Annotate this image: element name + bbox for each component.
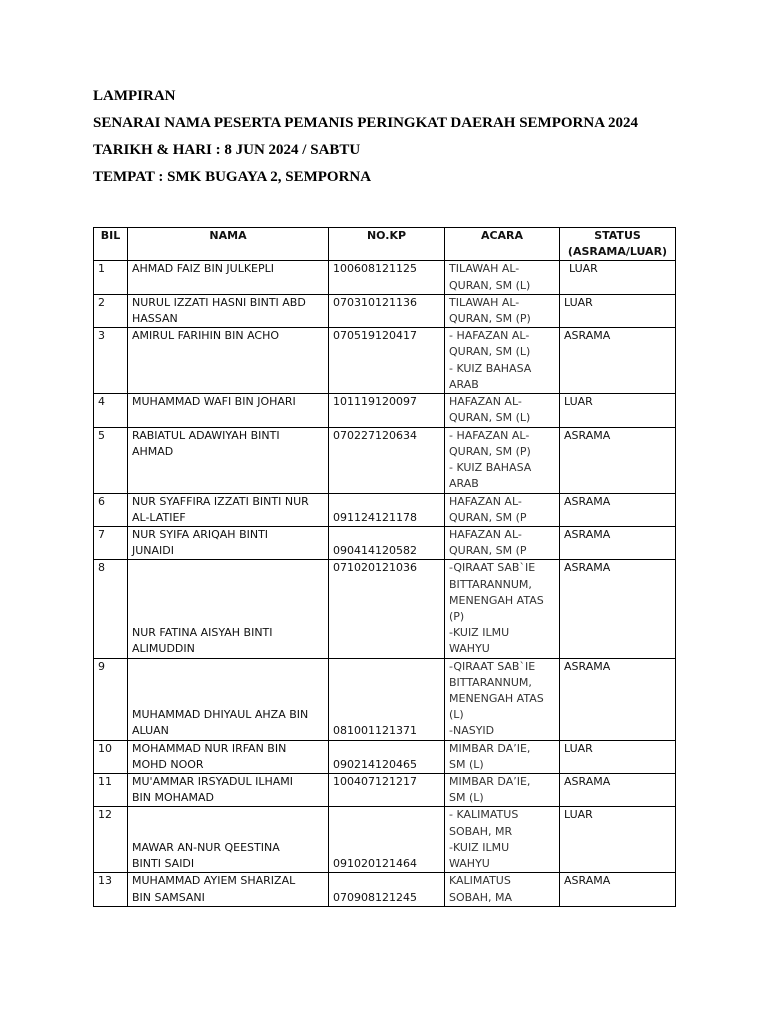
acara-line: ARAB: [449, 477, 479, 491]
cell-acara: [445, 807, 560, 873]
nama-line: MOHAMMAD NUR IRFAN BIN: [132, 741, 287, 755]
document-heading: [93, 85, 638, 193]
table-row: [94, 427, 676, 493]
cell-nama: [128, 261, 329, 294]
heading-date: TARIKH & HARI : 8 JUN 2024 / SABTU: [93, 142, 361, 158]
acara-line: SM (L): [449, 757, 484, 771]
cell-nama: [128, 294, 329, 327]
acara-line: MENENGAH ATAS: [449, 692, 544, 706]
cell-acara: [445, 328, 560, 394]
nama-line: MOHD NOOR: [132, 757, 204, 771]
cell-nama: [128, 493, 329, 526]
cell-status: LUAR: [560, 807, 676, 873]
acara-line: MENENGAH ATAS: [449, 593, 544, 607]
cell-bil: 6: [94, 493, 128, 526]
cell-bil: 4: [94, 394, 128, 427]
cell-bil: 1: [94, 261, 128, 294]
cell-acara: [445, 873, 560, 906]
nama-line: MU'AMMAR IRSYADUL ILHAMI: [132, 775, 294, 789]
nama-line: HASSAN: [132, 312, 178, 326]
acara-line: MIMBAR DA’IE,: [449, 741, 531, 755]
acara-line: TILAWAH AL-: [449, 295, 520, 309]
acara-line: -QIRAAT SAB`IE: [449, 561, 536, 575]
nama-line: BINTI SAIDI: [132, 857, 195, 871]
table-row: [94, 527, 676, 560]
acara-line: HAFAZAN AL-: [449, 528, 522, 542]
cell-status: ASRAMA: [560, 527, 676, 560]
cell-nama: [128, 328, 329, 394]
cell-nokp: 090414120582: [329, 527, 445, 560]
nama-line: MUHAMMAD WAFI BIN JOHARI: [132, 395, 296, 409]
acara-line: MIMBAR DA’IE,: [449, 775, 531, 789]
cell-acara: [445, 774, 560, 807]
nama-line: AMIRUL FARIHIN BIN ACHO: [132, 329, 280, 343]
acara-line: ARAB: [449, 377, 479, 391]
cell-status: ASRAMA: [560, 328, 676, 394]
cell-status: ASRAMA: [560, 873, 676, 906]
cell-nokp: 070908121245: [329, 873, 445, 906]
cell-acara: [445, 261, 560, 294]
acara-line: HAFAZAN AL-: [449, 395, 522, 409]
acara-line: QURAN, SM (P): [449, 312, 531, 326]
acara-line: QURAN, SM (L): [449, 411, 531, 425]
acara-line: BITTARANNUM,: [449, 577, 532, 591]
cell-nama: [128, 427, 329, 493]
nama-line: NUR FATINA AISYAH BINTI: [132, 626, 273, 640]
cell-nokp: 070519120417: [329, 328, 445, 394]
acara-line: WAHYU: [449, 642, 490, 656]
cell-nokp: 070310121136: [329, 294, 445, 327]
cell-acara: [445, 658, 560, 740]
cell-acara: [445, 740, 560, 773]
nama-line: ALUAN: [132, 724, 169, 738]
acara-line: TILAWAH AL-: [449, 262, 520, 276]
cell-status: ASRAMA: [560, 493, 676, 526]
cell-bil: 3: [94, 328, 128, 394]
cell-acara: [445, 493, 560, 526]
acara-line: QURAN, SM (P: [449, 510, 527, 524]
cell-nama: [128, 807, 329, 873]
heading-venue: TEMPAT : SMK BUGAYA 2, SEMPORNA: [93, 169, 372, 185]
acara-line: - KALIMATUS: [449, 808, 519, 822]
table-row: [94, 774, 676, 807]
nama-line: RABIATUL ADAWIYAH BINTI: [132, 428, 280, 442]
acara-line: SOBAH, MA: [449, 890, 512, 904]
acara-line: BITTARANNUM,: [449, 675, 532, 689]
cell-bil: 8: [94, 560, 128, 658]
cell-nama: [128, 658, 329, 740]
header-nokp: NO.KP: [329, 228, 445, 261]
cell-nokp: 100608121125: [329, 261, 445, 294]
table-row: [94, 294, 676, 327]
nama-line: JUNAIDI: [132, 544, 175, 558]
table-row: [94, 658, 676, 740]
acara-line: (P): [449, 610, 465, 624]
nama-line: AL-LATIEF: [132, 510, 186, 524]
cell-nokp: 071020121036: [329, 560, 445, 658]
nama-line: BIN SAMSANI: [132, 890, 205, 904]
table-row: [94, 493, 676, 526]
cell-acara: [445, 527, 560, 560]
acara-line: -NASYID: [449, 724, 495, 738]
cell-acara: [445, 427, 560, 493]
cell-nama: [128, 873, 329, 906]
cell-status: ASRAMA: [560, 658, 676, 740]
cell-bil: 12: [94, 807, 128, 873]
cell-bil: 11: [94, 774, 128, 807]
cell-nokp: 091020121464: [329, 807, 445, 873]
nama-line: MUHAMMAD DHIYAUL AHZA BIN: [132, 708, 309, 722]
table-row: [94, 740, 676, 773]
table-row: [94, 261, 676, 294]
acara-line: -KUIZ ILMU: [449, 840, 510, 854]
header-acara: ACARA: [445, 228, 560, 261]
cell-bil: 10: [94, 740, 128, 773]
acara-line: WAHYU: [449, 857, 490, 871]
cell-status: LUAR: [560, 294, 676, 327]
acara-line: - HAFAZAN AL-: [449, 329, 530, 343]
nama-line: AHMAD FAIZ BIN JULKEPLI: [132, 262, 275, 276]
cell-acara: [445, 560, 560, 658]
nama-line: AHMAD: [132, 444, 174, 458]
cell-status: ASRAMA: [560, 560, 676, 658]
acara-line: SM (L): [449, 791, 484, 805]
table-header-row: [94, 228, 676, 261]
acara-line: -KUIZ ILMU: [449, 626, 510, 640]
acara-line: SOBAH, MR: [449, 824, 513, 838]
cell-nama: [128, 560, 329, 658]
acara-line: HAFAZAN AL-: [449, 494, 522, 508]
cell-status: ASRAMA: [560, 427, 676, 493]
cell-acara: [445, 294, 560, 327]
cell-bil: 2: [94, 294, 128, 327]
cell-nokp: 091124121178: [329, 493, 445, 526]
cell-nama: [128, 394, 329, 427]
table-row: [94, 394, 676, 427]
header-status-line1: STATUS: [594, 229, 641, 242]
participant-table: [93, 227, 676, 907]
cell-nokp: 100407121217: [329, 774, 445, 807]
cell-bil: 5: [94, 427, 128, 493]
header-status-line2: (ASRAMA/LUAR): [567, 245, 668, 259]
header-bil: BIL: [94, 228, 128, 261]
nama-line: NURUL IZZATI HASNI BINTI ABD: [132, 295, 306, 309]
table-row: [94, 560, 676, 658]
nama-line: NUR SYIFA ARIQAH BINTI: [132, 528, 269, 542]
nama-line: MUHAMMAD AYIEM SHARIZAL: [132, 874, 296, 888]
acara-line: QURAN, SM (P): [449, 444, 531, 458]
acara-line: - HAFAZAN AL-: [449, 428, 530, 442]
acara-line: (L): [449, 708, 464, 722]
table-row: [94, 328, 676, 394]
heading-subtitle: SENARAI NAMA PESERTA PEMANIS PERINGKAT DAERAH SEMPORNA 2024: [93, 115, 638, 131]
cell-status: ASRAMA: [560, 774, 676, 807]
cell-bil: 13: [94, 873, 128, 906]
cell-nokp: 081001121371: [329, 658, 445, 740]
cell-nama: [128, 740, 329, 773]
cell-nokp: 070227120634: [329, 427, 445, 493]
cell-nama: [128, 527, 329, 560]
acara-line: KALIMATUS: [449, 874, 511, 888]
cell-bil: 7: [94, 527, 128, 560]
cell-nokp: 101119120097: [329, 394, 445, 427]
cell-nokp: 090214120465: [329, 740, 445, 773]
nama-line: MAWAR AN-NUR QEESTINA: [132, 841, 280, 855]
acara-line: QURAN, SM (L): [449, 345, 531, 359]
header-status: [560, 228, 676, 261]
cell-status: LUAR: [560, 261, 676, 294]
nama-line: ALIMUDDIN: [132, 642, 195, 656]
cell-status: LUAR: [560, 740, 676, 773]
cell-nama: [128, 774, 329, 807]
acara-line: QURAN, SM (L): [449, 278, 531, 292]
cell-acara: [445, 394, 560, 427]
nama-line: NUR SYAFFIRA IZZATI BINTI NUR: [132, 494, 309, 508]
header-nama: NAMA: [128, 228, 329, 261]
table-row: [94, 807, 676, 873]
nama-line: BIN MOHAMAD: [132, 791, 214, 805]
cell-status: LUAR: [560, 394, 676, 427]
cell-bil: 9: [94, 658, 128, 740]
acara-line: - KUIZ BAHASA: [449, 461, 532, 475]
acara-line: -QIRAAT SAB`IE: [449, 659, 536, 673]
heading-title: LAMPIRAN: [93, 88, 176, 104]
acara-line: QURAN, SM (P: [449, 544, 527, 558]
acara-line: - KUIZ BAHASA: [449, 361, 532, 375]
table-row: [94, 873, 676, 906]
